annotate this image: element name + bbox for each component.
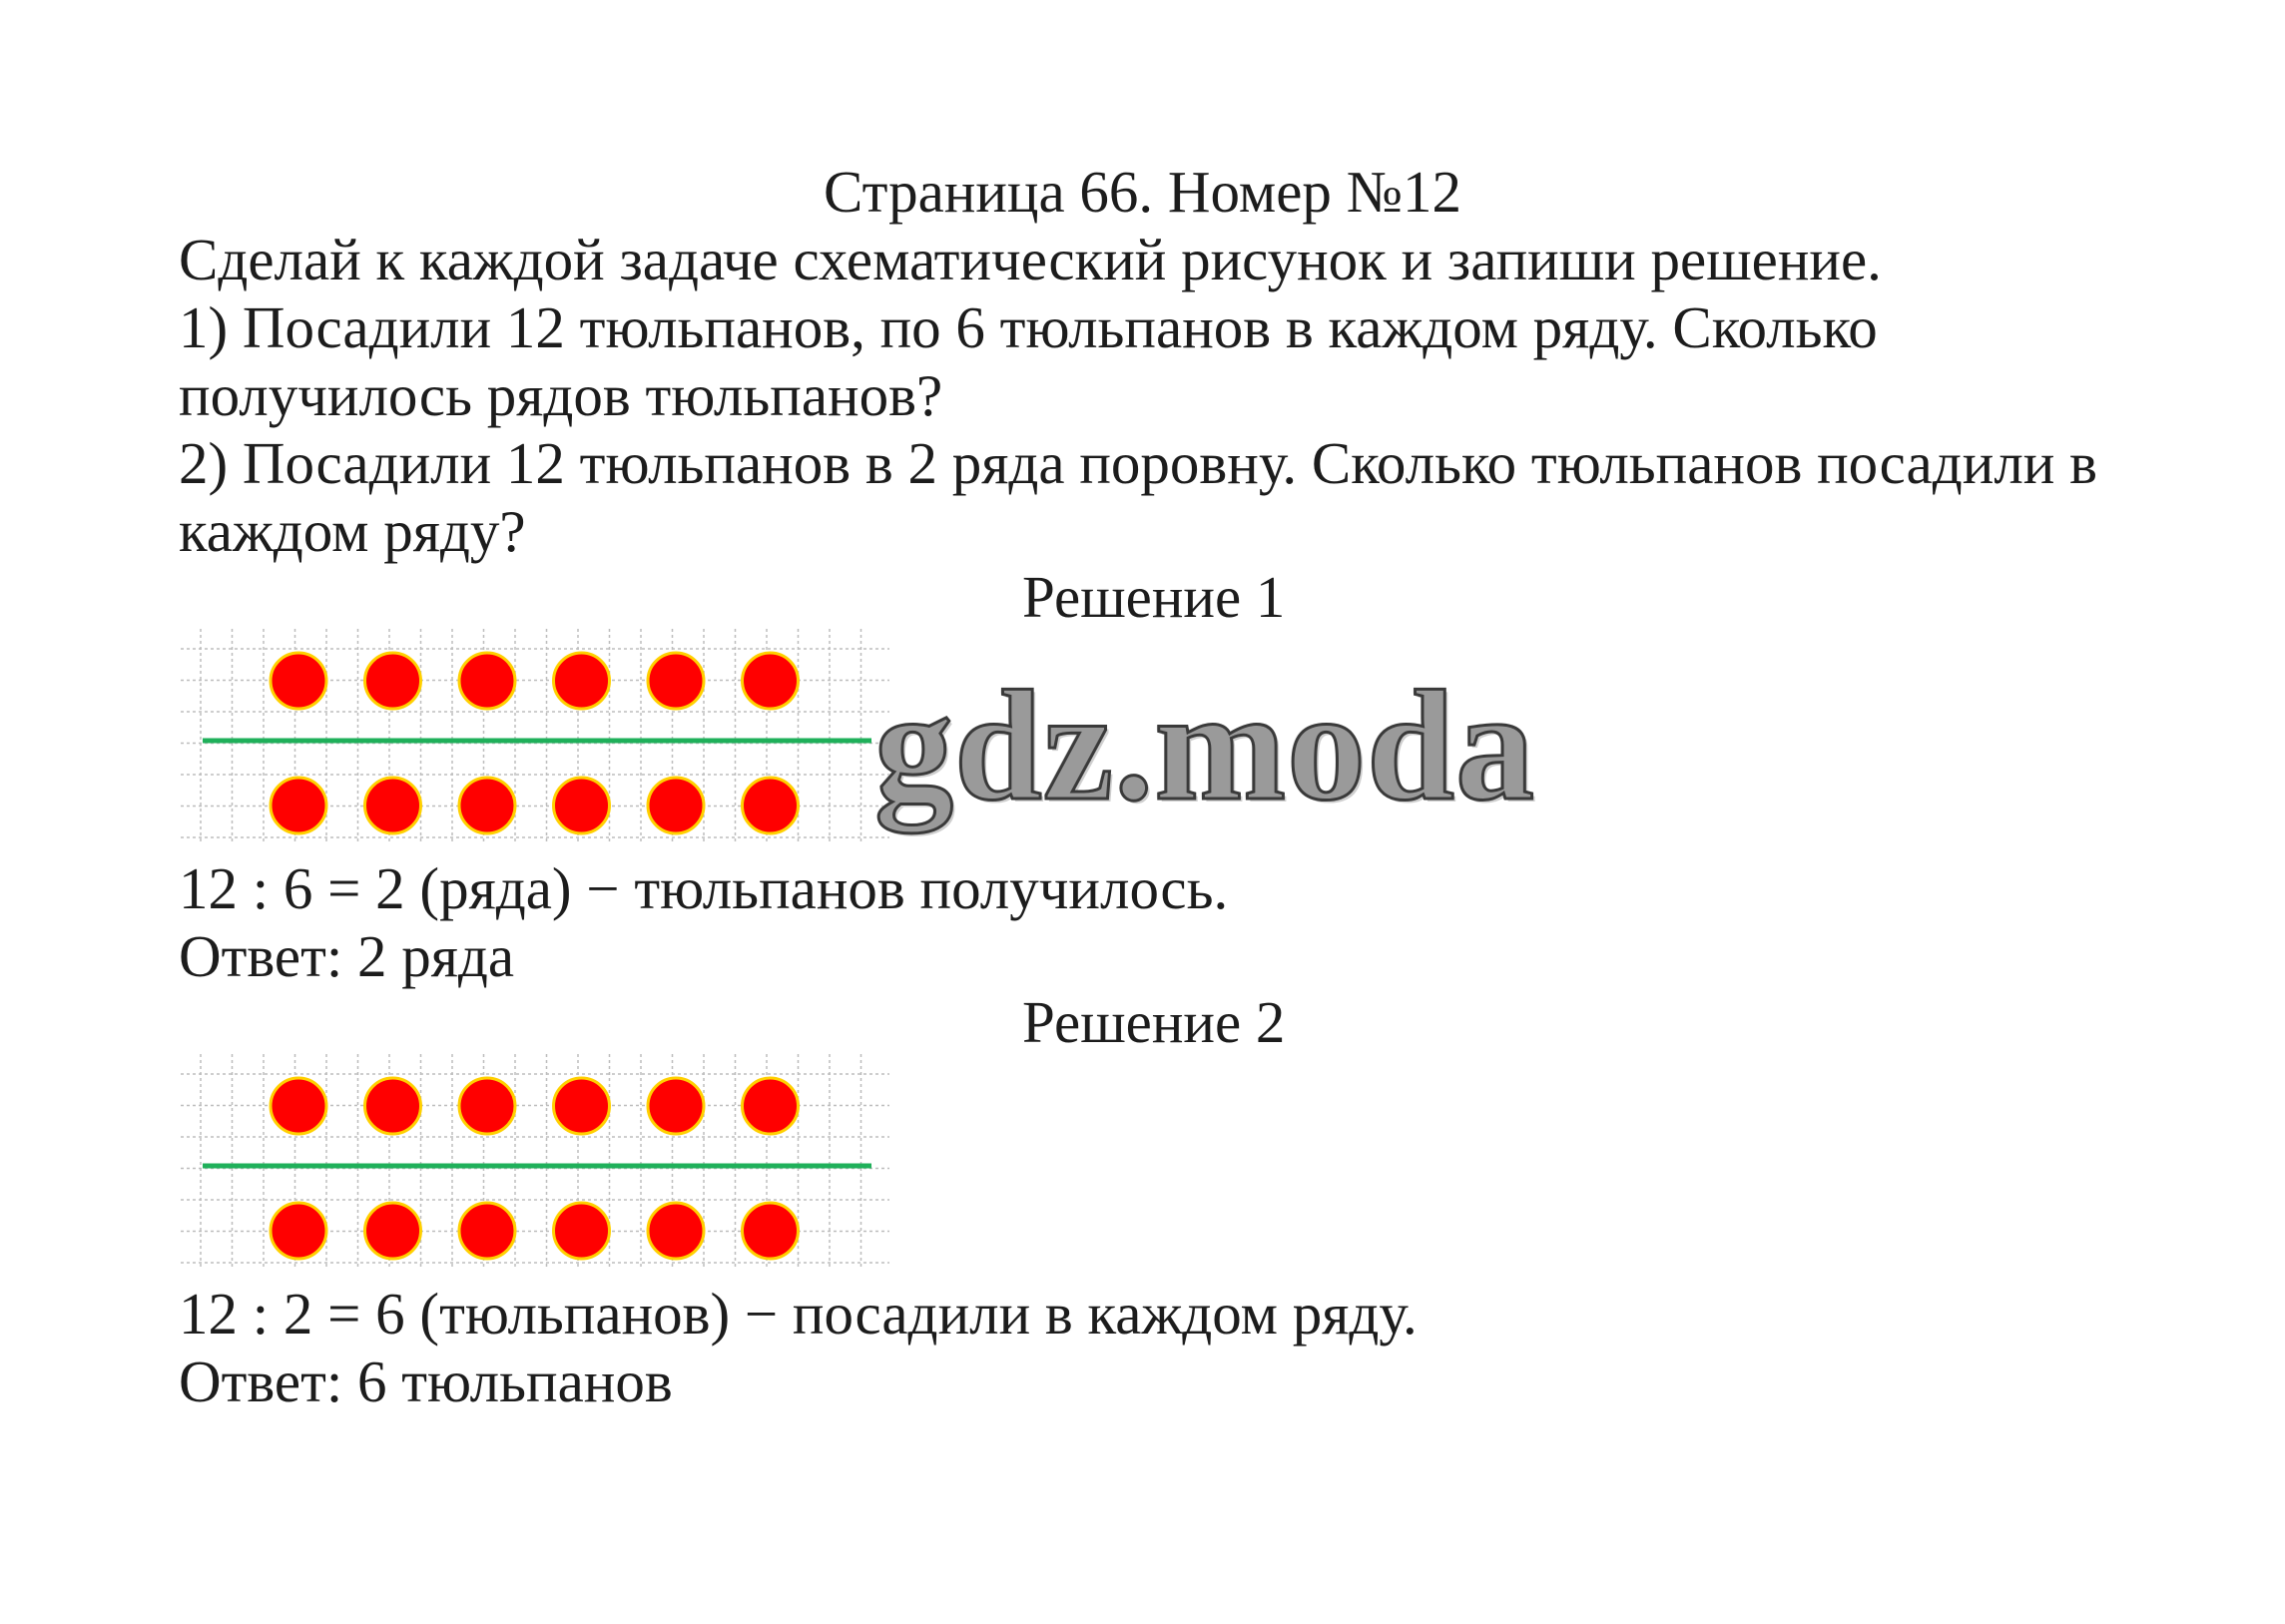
solution-2-answer: Ответ: 6 тюльпанов bbox=[179, 1349, 673, 1414]
solution-2-equation: 12 : 2 = 6 (тюльпанов) − посадили в каждом ряду. bbox=[179, 1281, 1418, 1347]
tulip-dot bbox=[459, 1203, 515, 1259]
diagram-1-svg bbox=[181, 629, 889, 843]
tulip-dot bbox=[648, 1203, 704, 1259]
problem-2-line-2: каждом ряду? bbox=[179, 498, 526, 564]
task-instruction: Сделай к каждой задаче схематический рисунок и запиши решение. bbox=[179, 227, 1882, 292]
tulip-dot bbox=[554, 1203, 610, 1259]
solution-2-heading: Решение 2 bbox=[1022, 989, 1286, 1055]
tulip-dot bbox=[648, 1078, 704, 1134]
tulip-dot bbox=[554, 778, 610, 833]
watermark: gdz.moda bbox=[874, 659, 1535, 833]
tulip-dot bbox=[271, 1203, 326, 1259]
problem-1-line-1: 1) Посадили 12 тюльпанов, по 6 тюльпанов в каждом ряду. Сколько bbox=[179, 294, 1878, 360]
tulip-dot bbox=[459, 778, 515, 833]
tulip-dot bbox=[743, 778, 799, 833]
solution-1-answer: Ответ: 2 ряда bbox=[179, 923, 515, 989]
tulip-dot bbox=[648, 778, 704, 833]
tulip-dot bbox=[365, 778, 421, 833]
page-title: Страница 66. Номер №12 bbox=[824, 159, 1461, 225]
problem-2-line-1: 2) Посадили 12 тюльпанов в 2 ряда поровну. Сколько тюльпанов посадили в bbox=[179, 430, 2097, 496]
tulip-dot bbox=[554, 1078, 610, 1134]
diagram-2-svg bbox=[181, 1054, 889, 1269]
tulip-dot bbox=[743, 1078, 799, 1134]
solution-2-diagram bbox=[181, 1054, 889, 1269]
solution-1-equation: 12 : 6 = 2 (ряда) − тюльпанов получилось. bbox=[179, 855, 1229, 921]
tulip-dot bbox=[271, 1078, 326, 1134]
tulip-dot bbox=[271, 778, 326, 833]
tulip-dot bbox=[648, 653, 704, 709]
tulip-dot bbox=[365, 1203, 421, 1259]
tulip-dot bbox=[365, 653, 421, 709]
tulip-dot bbox=[459, 653, 515, 709]
tulip-dot bbox=[365, 1078, 421, 1134]
tulip-dot bbox=[459, 1078, 515, 1134]
solution-1-diagram bbox=[181, 629, 889, 843]
problem-1-line-2: получилось рядов тюльпанов? bbox=[179, 362, 943, 428]
solution-1-heading: Решение 1 bbox=[1022, 564, 1286, 630]
tulip-dot bbox=[271, 653, 326, 709]
tulip-dot bbox=[743, 653, 799, 709]
tulip-dot bbox=[743, 1203, 799, 1259]
tulip-dot bbox=[554, 653, 610, 709]
